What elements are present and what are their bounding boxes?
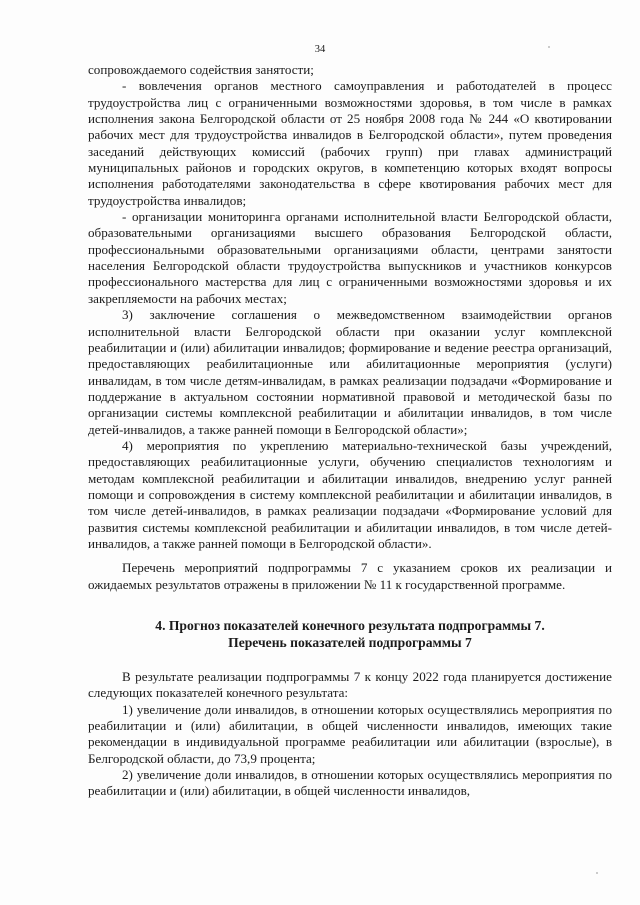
section-heading-line-2: Перечень показателей подпрограммы 7 xyxy=(228,635,472,650)
paragraph-item-3: 3) заключение соглашения о межведомственном взаимодействии органов исполнительной власти Белгородской области при оказании услуг комплексной реабилитации и (или) абилитации инвалидов; формирование и ведение реестра организаций, предоставляющих реабилитационные или абилитационные мероприятия (услуги) инвалидам, в том числе детям-инвалидам, в рамках реализации подзадачи «Формирование и поддержание в актуальном состоянии нормативной правовой и методической базы по организации системы комплексной реабилитации и абилитации инвалидов, в том числе детей-инвалидов, а также ранней помощи в Белгородской области»; xyxy=(88,307,612,437)
paragraph-involvement-employers: - вовлечения органов местного самоуправления и работодателей в процесс трудоустройства лиц с ограниченными возможностями здоровья, в том числе в рамках исполнения закона Белгородской области от 25 ноября 2008 года № 244 «О квотировании рабочих мест для трудоустройства инвалидов в Белгородской области», путем проведения заседаний действующих комиссий (рабочих групп) при главах администраций муниципальных районов и городских округов, в компетенцию которых входят вопросы исполнения работодателями законодательства в сфере квотирования рабочих мест для трудоустройства инвалидов; xyxy=(88,78,612,208)
section-heading-line-1: 4. Прогноз показателей конечного результата подпрограммы 7. xyxy=(155,618,545,633)
paragraph-indicator-1: 1) увеличение доли инвалидов, в отношении которых осуществлялись мероприятия по реабилитации и (или) абилитации, в общей численности инвалидов, имеющих такие рекомендации в индивидуальной программе реабилитации или абилитации (взрослые), в Белгородской области, до 73,9 процента; xyxy=(88,701,612,766)
paragraph-item-4: 4) мероприятия по укреплению материально-технической базы учреждений, предоставляющих реабилитационные услуги, обучению специалистов технологиям и методам комплексной реабилитации и абилитации инвалидов, внедрению услуг ранней помощи и сопровождения в систему комплексной реабилитации и абилитации инвалидов, в том числе детей-инвалидов, в рамках реализации подзадачи «Формирование условий для развития системы комплексной реабилитации и абилитации инвалидов, в том числе детей-инвалидов, а также ранней помощи в Белгородской области». xyxy=(88,437,612,551)
paragraph-results-intro: В результате реализации подпрограммы 7 к концу 2022 года планируется достижение следующих показателей конечного результата: xyxy=(88,669,612,701)
paragraph-continuation: сопровождаемого содействия занятости; xyxy=(88,62,314,77)
document-body xyxy=(88,62,612,800)
scan-speck xyxy=(596,872,598,874)
page-number: 34 xyxy=(314,44,326,55)
section-heading xyxy=(88,617,612,651)
scan-speck xyxy=(548,46,550,48)
paragraph-list-of-measures: Перечень мероприятий подпрограммы 7 с указанием сроков их реализации и ожидаемых результатов отражены в приложении № 11 к государственной программе. xyxy=(88,560,612,592)
paragraph-indicator-2: 2) увеличение доли инвалидов, в отношении которых осуществлялись мероприятия по реабилитации и (или) абилитации, в общей численности инвалидов, xyxy=(88,767,612,799)
paragraph-monitoring: - организации мониторинга органами исполнительной власти Белгородской области, образовательными организациями высшего образования Белгородской области, профессиональными образовательными организациями области, центрами занятости населения Белгородской области трудоустройства выпускников и участников конкурсов профессионального мастерства для лиц с ограниченными возможностями здоровья и их закрепляемости на рабочих местах; xyxy=(88,209,612,306)
